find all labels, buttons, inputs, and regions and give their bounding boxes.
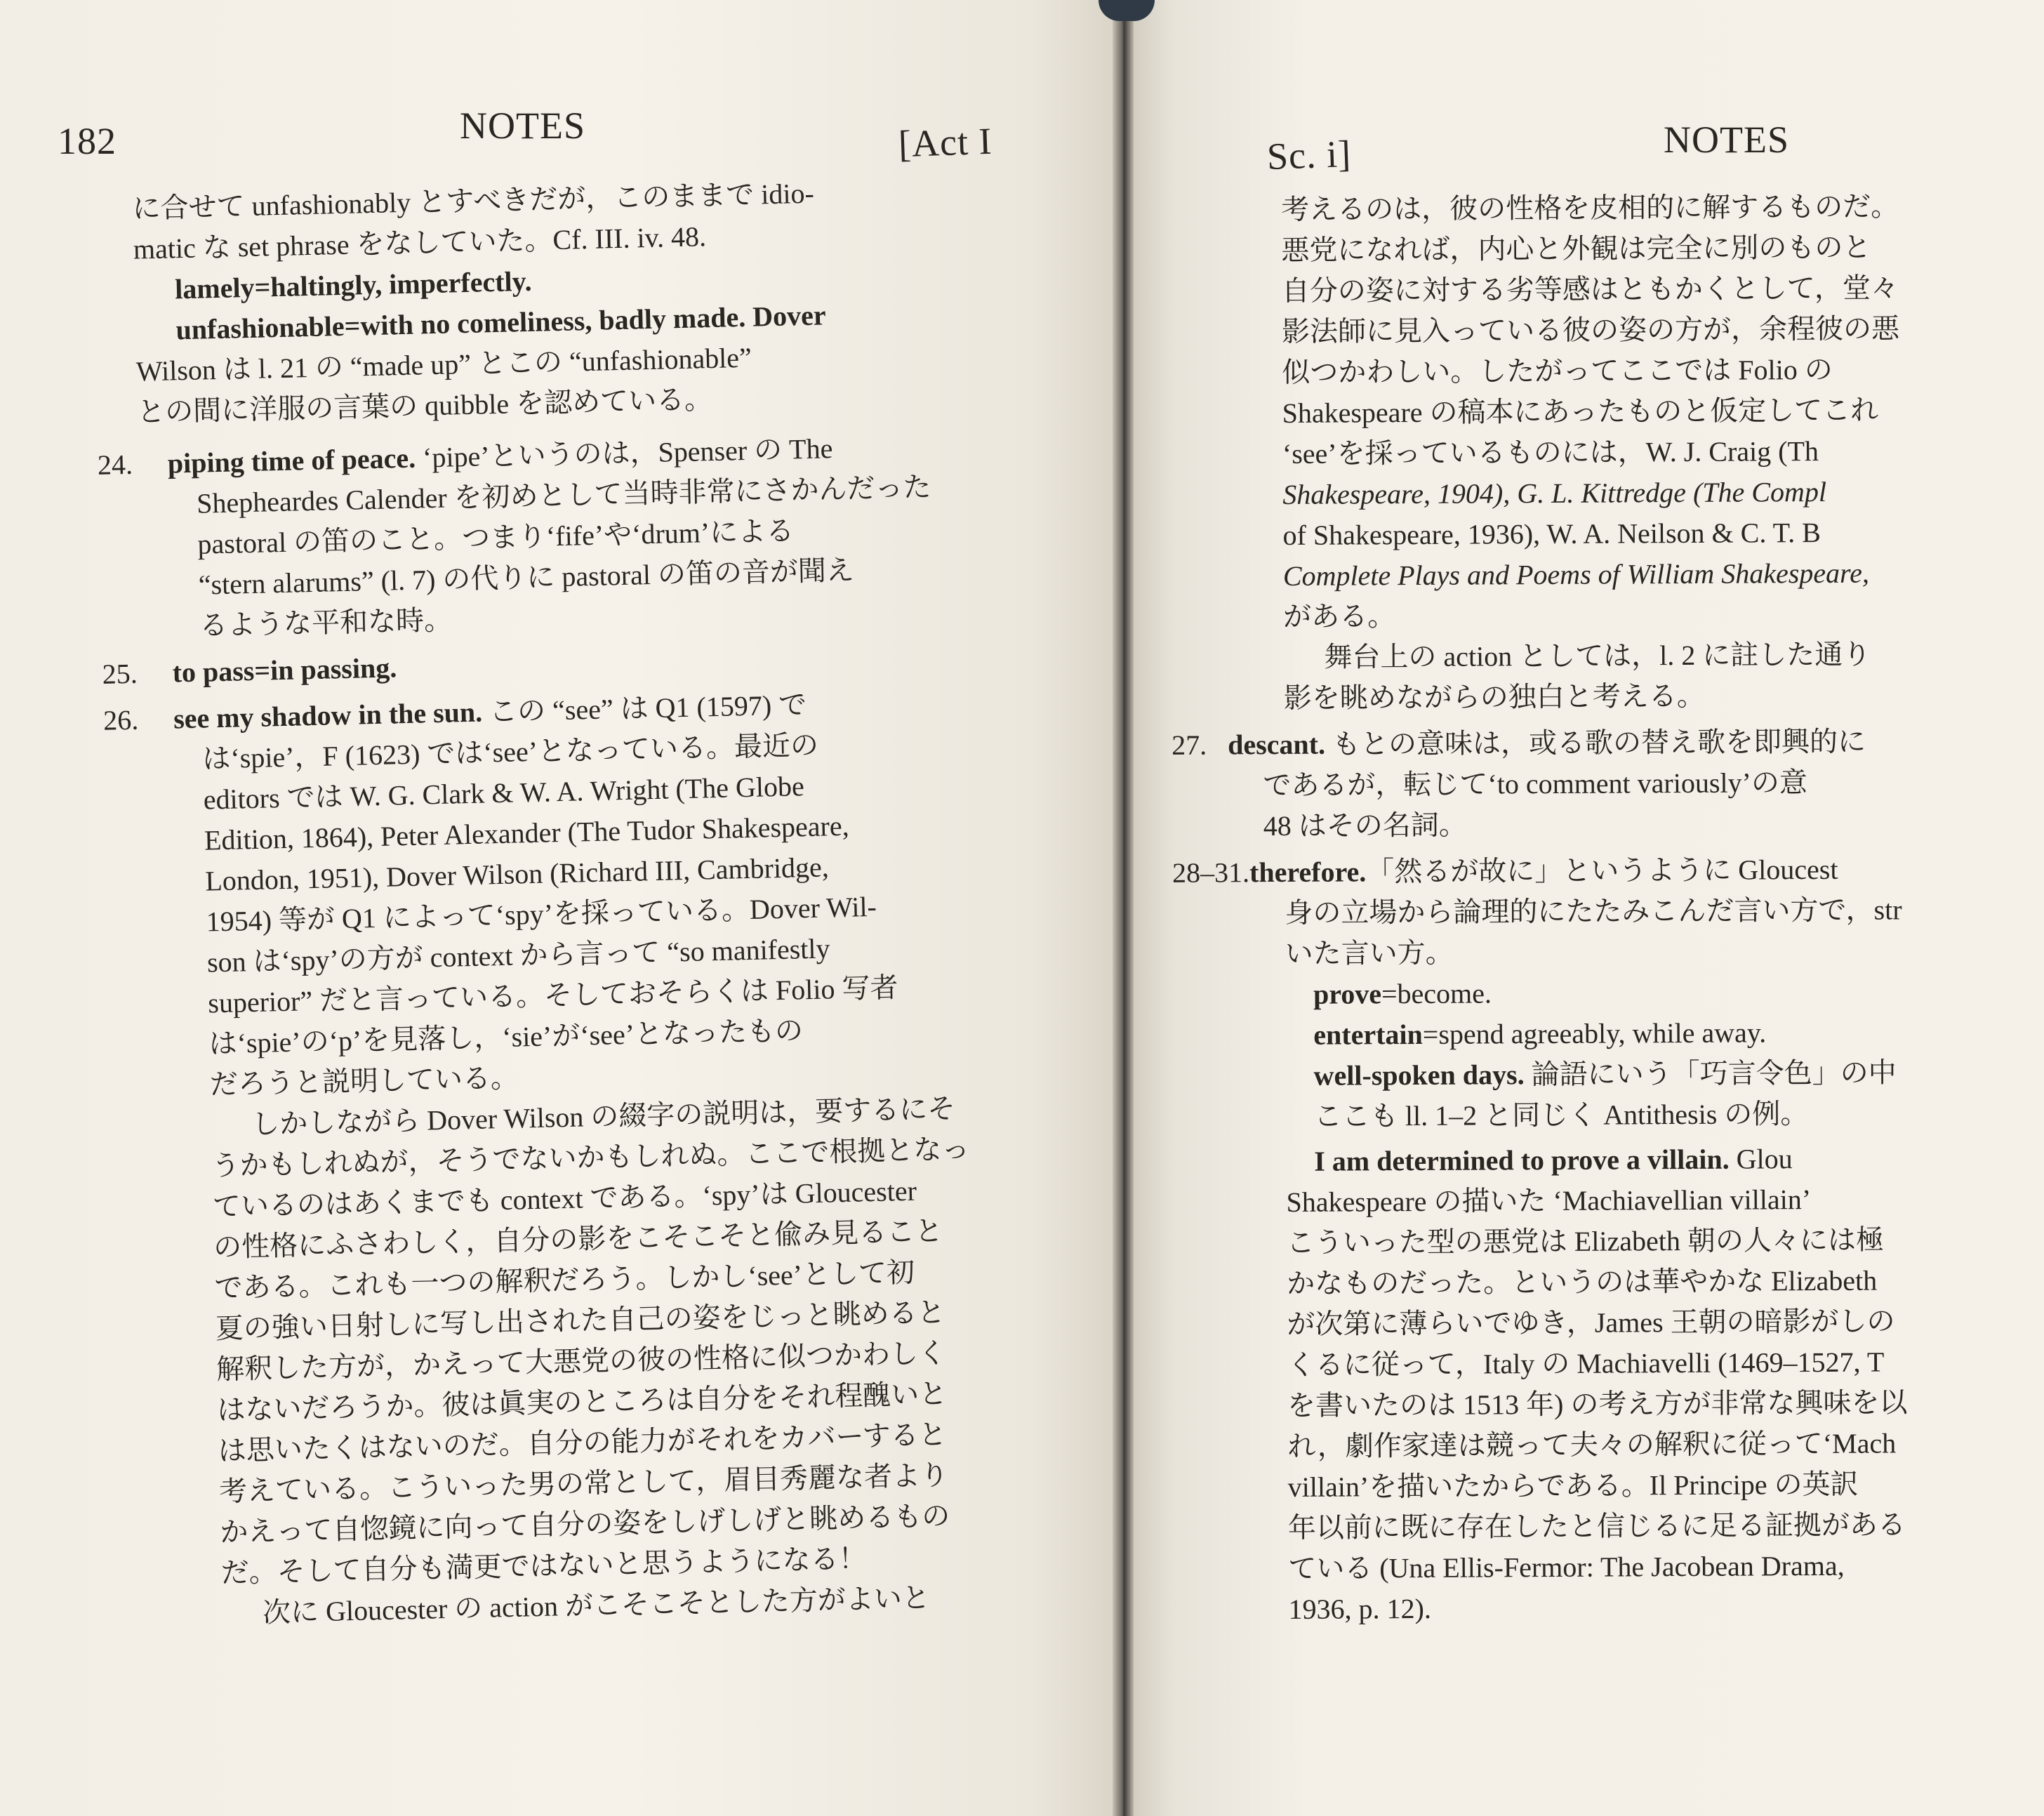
text-line: ている (Una Ellis-Fermor: The Jacobean Drama, xyxy=(1288,1549,1845,1584)
text-line: がある。 xyxy=(1283,600,1396,632)
text-line: である。これも一つの解釈だろう。しかし‘see’として初 xyxy=(214,1256,915,1304)
definition-text: =become. xyxy=(1381,977,1492,1010)
definition-head: entertain xyxy=(1313,1018,1423,1051)
text-line: この “see” は Q1 (1597) で xyxy=(489,689,807,728)
entry-head: see my shadow in the sun. xyxy=(173,696,483,735)
commentary-paragraph xyxy=(112,1086,1058,1636)
definition-text: 論語にいう「巧言令色」の中 xyxy=(1524,1056,1897,1091)
entry-number: 24. xyxy=(97,448,133,481)
entry-number: 27. xyxy=(1172,729,1207,761)
text-line: は思いたくはないのだ。自分の能力がそれをカバーすると xyxy=(218,1418,948,1467)
text-line: matic な set phrase をなしていた。Cf. III. iv. 48. xyxy=(133,220,707,265)
text-line: 1954) 等が Q1 によって‘spy’を採っている。Dover Wil- xyxy=(206,890,877,938)
text-line: 夏の強い日射しに写し出された自己の姿をじっと眺めると xyxy=(215,1296,946,1345)
text-line: うかもしれぬが，そうでないかもしれぬ。ここで根拠となっ xyxy=(211,1132,970,1182)
act-marker: [Act I xyxy=(897,119,993,166)
text-line: Shakespeare の稿本にあったものと仮定してこれ xyxy=(1282,394,1879,429)
text-line: pastoral の笛のこと。つまり‘fife’や‘drum’による xyxy=(197,515,795,560)
text-line: は‘spie’の‘p’を見落し，‘sie’が‘see’となったもの xyxy=(208,1014,804,1060)
text-line: れ，劇作家達は競って夫々の解釈に従って‘Mach xyxy=(1287,1427,1897,1462)
entry-head: descant. xyxy=(1228,728,1326,761)
text-line: 悪党になれば，内心と外観は完全に別のものと xyxy=(1281,231,1871,266)
text-line: 考えるのは，彼の性格を皮相的に解するものだ。 xyxy=(1281,190,1899,225)
text-line: ここも ll. 1–2 と同じく Antithesis の例。 xyxy=(1313,1098,1809,1132)
entry-body xyxy=(173,680,1045,1106)
text-line: を書いたのは 1513 年) の考え方が非常な興味を以 xyxy=(1287,1386,1908,1421)
definition-entertain xyxy=(1313,1011,2044,1056)
definitions xyxy=(1285,970,2044,1137)
text-line: 舞台上の action としては，l. 2 に註した通り xyxy=(1324,638,1871,673)
text-line: editors では W. G. Clark & W. A. Wright (The Globe xyxy=(203,770,805,816)
entry-body xyxy=(1249,849,1902,974)
text-line: Wilson は l. 21 の “made up” とこの “unfashionable” xyxy=(135,341,752,387)
text-line: るような平和な時。 xyxy=(199,604,453,642)
scene-marker: Sc. i] xyxy=(1266,132,1353,178)
definition-text: unfashionable=with no comeliness, badly made. Dover xyxy=(175,299,827,346)
text-line: いた言い方。 xyxy=(1285,936,1454,969)
text-line: 「然るが故に」というように Gloucest xyxy=(1366,853,1838,888)
entry-head: piping time of peace. xyxy=(167,442,416,479)
definition-text: =spend agreeably, while away. xyxy=(1422,1016,1767,1050)
text-line: London, 1951), Dover Wilson (Richard III, Cambridge, xyxy=(204,851,830,897)
entry-first-line xyxy=(1228,722,1866,766)
definition-well-spoken xyxy=(1313,1052,2044,1096)
text-line: ているのはあくまでも context である。‘spy’は Gloucester xyxy=(212,1174,917,1223)
right-body xyxy=(1172,185,2044,1630)
definition-head: well-spoken days. xyxy=(1313,1059,1525,1092)
entry-first-line xyxy=(1249,849,1902,893)
entry-number: 26. xyxy=(102,703,139,736)
text-line: 年以前に既に存在したと信じるに足る証拠がある xyxy=(1287,1509,1906,1544)
entry-head: to pass=in passing. xyxy=(172,651,397,689)
text-line: 解釈した方が，かえって大悪党の彼の性格に似つかわしく xyxy=(215,1337,947,1386)
text-line: であるが，転じて‘to comment variously’の意 xyxy=(1263,767,1808,802)
definition-prove xyxy=(1313,970,2044,1015)
text-line: 自分の姿に対する劣等感はともかくとして，堂々 xyxy=(1281,272,1899,307)
text-line: はないだろうか。彼は眞実のところは自分をそれ程醜いと xyxy=(216,1377,948,1426)
text-line: しかしながら Dover Wilson の綴字の説明は，要するにそ xyxy=(251,1092,956,1141)
left-body xyxy=(91,168,1057,1637)
text-line: Shepheardes Calender を初めとして当時非常にさかんだった xyxy=(196,470,931,519)
definition-head: prove xyxy=(1313,978,1382,1010)
entry-body xyxy=(167,424,1035,647)
entry-head: therefore. xyxy=(1249,856,1367,889)
note-entry-24 xyxy=(97,424,1035,649)
text-line: son は‘spy’の方が context から言って “so manifestly xyxy=(206,932,830,979)
entry-number: 25. xyxy=(102,657,138,690)
text-line: 身の立場から論理的にたたみこんだ言い方で，str xyxy=(1285,894,1902,929)
opening-note xyxy=(91,168,1030,434)
note-entry-26 xyxy=(103,680,1046,1108)
text-line: villain’を描いたからである。Il Principe の英訳 xyxy=(1287,1468,1859,1503)
text-line: Glou xyxy=(1729,1143,1793,1175)
text-line: Shakespeare の描いた ‘Machiavellian villain’ xyxy=(1286,1184,1812,1218)
text-line: 次に Gloucester の action がこそこそとした方がよいと xyxy=(262,1582,931,1629)
text-line: かなものだった。というのは華やかな Elizabeth xyxy=(1287,1264,1878,1299)
text-line: こういった型の悪党は Elizabeth 朝の人々には極 xyxy=(1286,1224,1885,1259)
text-line: の性格にふさわしく，自分の影をこそこそと偸み見ること xyxy=(213,1214,943,1264)
text-line: ‘pipe’というのは，Spenser の The xyxy=(422,432,833,474)
book-gutter xyxy=(1113,0,1134,1816)
definition-text: lamely=haltingly, imperfectly. xyxy=(174,265,532,305)
italic-title: Complete Plays and Poems of William Shakespeare, xyxy=(1282,557,1870,592)
page-number: 182 xyxy=(58,120,117,162)
text-line: of Shakespeare, 1936), W. A. Neilson & C. T. B xyxy=(1282,516,1821,551)
text-line: に合せて unfashionably とすべきだが，このままで idio- xyxy=(132,177,815,225)
note-entry-27 xyxy=(1172,720,2044,847)
text-line: は‘spie’，F (1623) では‘see’となっている。最近の xyxy=(201,729,819,775)
text-line: が次第に薄らいでゆき，James 王朝の暗影がしの xyxy=(1287,1305,1895,1340)
text-line: superior” だと言っている。そしておそらくは Folio 写者 xyxy=(207,972,898,1019)
villain-heading xyxy=(1286,1137,2044,1182)
text-line: 影法師に見入っている彼の姿の方が，余程彼の悪 xyxy=(1281,312,1900,347)
text-line: 似つかわしい。したがってここでは Folio の xyxy=(1282,353,1833,388)
text-line: 影を眺めながらの独白と考える。 xyxy=(1283,680,1705,714)
text-line: 考えている。こういった男の常として，眉目秀麗な者より xyxy=(218,1459,949,1508)
text-line: 1936, p. 12). xyxy=(1288,1592,1432,1625)
note-entry-28-31 xyxy=(1172,848,2044,974)
text-line: だ。そして自分も満更ではないと思うようになる！ xyxy=(220,1542,868,1589)
text-line: “stern alarums” (l. 7) の代りに pastoral の笛の音が聞え xyxy=(198,554,855,601)
running-title-left: NOTES xyxy=(460,105,585,147)
text-line xyxy=(1282,470,2044,515)
entry-body xyxy=(1228,722,1866,847)
running-title-right: NOTES xyxy=(1664,119,1789,161)
text-line: かえって自惚鏡に向って自分の姿をしげしげと眺めるもの xyxy=(219,1499,950,1549)
italic-title: Shakespeare, 1904), G. L. Kittredge (The Compl xyxy=(1282,475,1827,510)
text-line: くるに従って，Italy の Machiavelli (1469–1527, T xyxy=(1287,1346,1885,1381)
entry-head: I am determined to prove a villain. xyxy=(1314,1143,1730,1177)
entry-number: 28–31. xyxy=(1172,856,1250,889)
text-line: Edition, 1864), Peter Alexander (The Tudor Shakespeare, xyxy=(204,809,850,856)
text-line xyxy=(1283,552,2044,597)
text-line: もとの意味は，或る歌の替え歌を即興的に xyxy=(1332,725,1866,760)
text-line: との間に洋服の言葉の quibble を認めている。 xyxy=(136,383,713,428)
text-line: 48 はその名詞。 xyxy=(1263,809,1467,842)
text-line: だろうと説明している。 xyxy=(209,1061,519,1101)
text-line: ‘see’を採っているものには，W. J. Craig (Th xyxy=(1282,435,1819,470)
